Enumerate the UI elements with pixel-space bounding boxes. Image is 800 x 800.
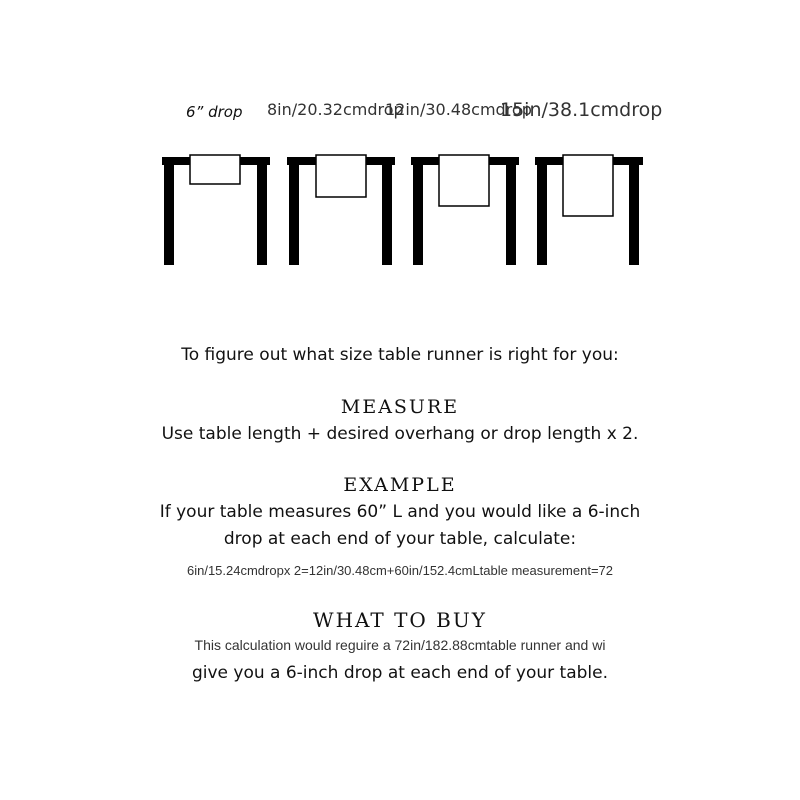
drop-label-6in: 6” drop <box>186 103 243 121</box>
what-to-buy-heading: WHAT TO BUY <box>313 608 487 632</box>
what-to-buy-line-1: This calculation would reguire a 72in/182.88cmtable runner and wi <box>194 637 606 653</box>
drop-label-12in: 12in/30.48cmdrop <box>385 100 532 119</box>
table-15in-drop <box>535 155 643 265</box>
table-leg-right <box>629 157 639 265</box>
what-to-buy-line-2: give you a 6-inch drop at each end of your table. <box>191 663 609 683</box>
table-6in-drop <box>162 155 270 265</box>
table-leg-right <box>382 157 392 265</box>
table-drop-diagram <box>0 0 800 300</box>
table-runner-drop <box>190 155 240 184</box>
example-text-line-2: drop at each end of your table, calculate: <box>223 529 577 549</box>
example-text-line-1: If your table measures 60” L and you would like a 6-inch <box>159 502 641 522</box>
drop-label-8in: 8in/20.32cmdrop <box>267 100 404 119</box>
table-leg-right <box>506 157 516 265</box>
tables-illustration <box>0 0 800 300</box>
example-calculation: 6in/15.24cmdropx 2=12in/30.48cm+60in/152.4cmLtable measurement=72 <box>186 563 614 578</box>
measure-text: Use table length + desired overhang or drop length x 2. <box>161 424 639 444</box>
table-12in-drop <box>411 155 519 265</box>
table-8in-drop <box>287 155 395 265</box>
table-leg-right <box>257 157 267 265</box>
table-runner-drop <box>563 155 613 216</box>
measure-heading: MEASURE <box>340 396 460 418</box>
table-leg-left <box>413 157 423 265</box>
drop-label-15in: 15in/38.1cmdrop <box>500 99 663 121</box>
intro-text: To figure out what size table runner is right for you: <box>181 345 619 365</box>
table-leg-left <box>289 157 299 265</box>
table-runner-drop <box>439 155 489 206</box>
example-heading: EXAMPLE <box>343 474 457 496</box>
table-runner-drop <box>316 155 366 197</box>
table-leg-left <box>537 157 547 265</box>
table-leg-left <box>164 157 174 265</box>
